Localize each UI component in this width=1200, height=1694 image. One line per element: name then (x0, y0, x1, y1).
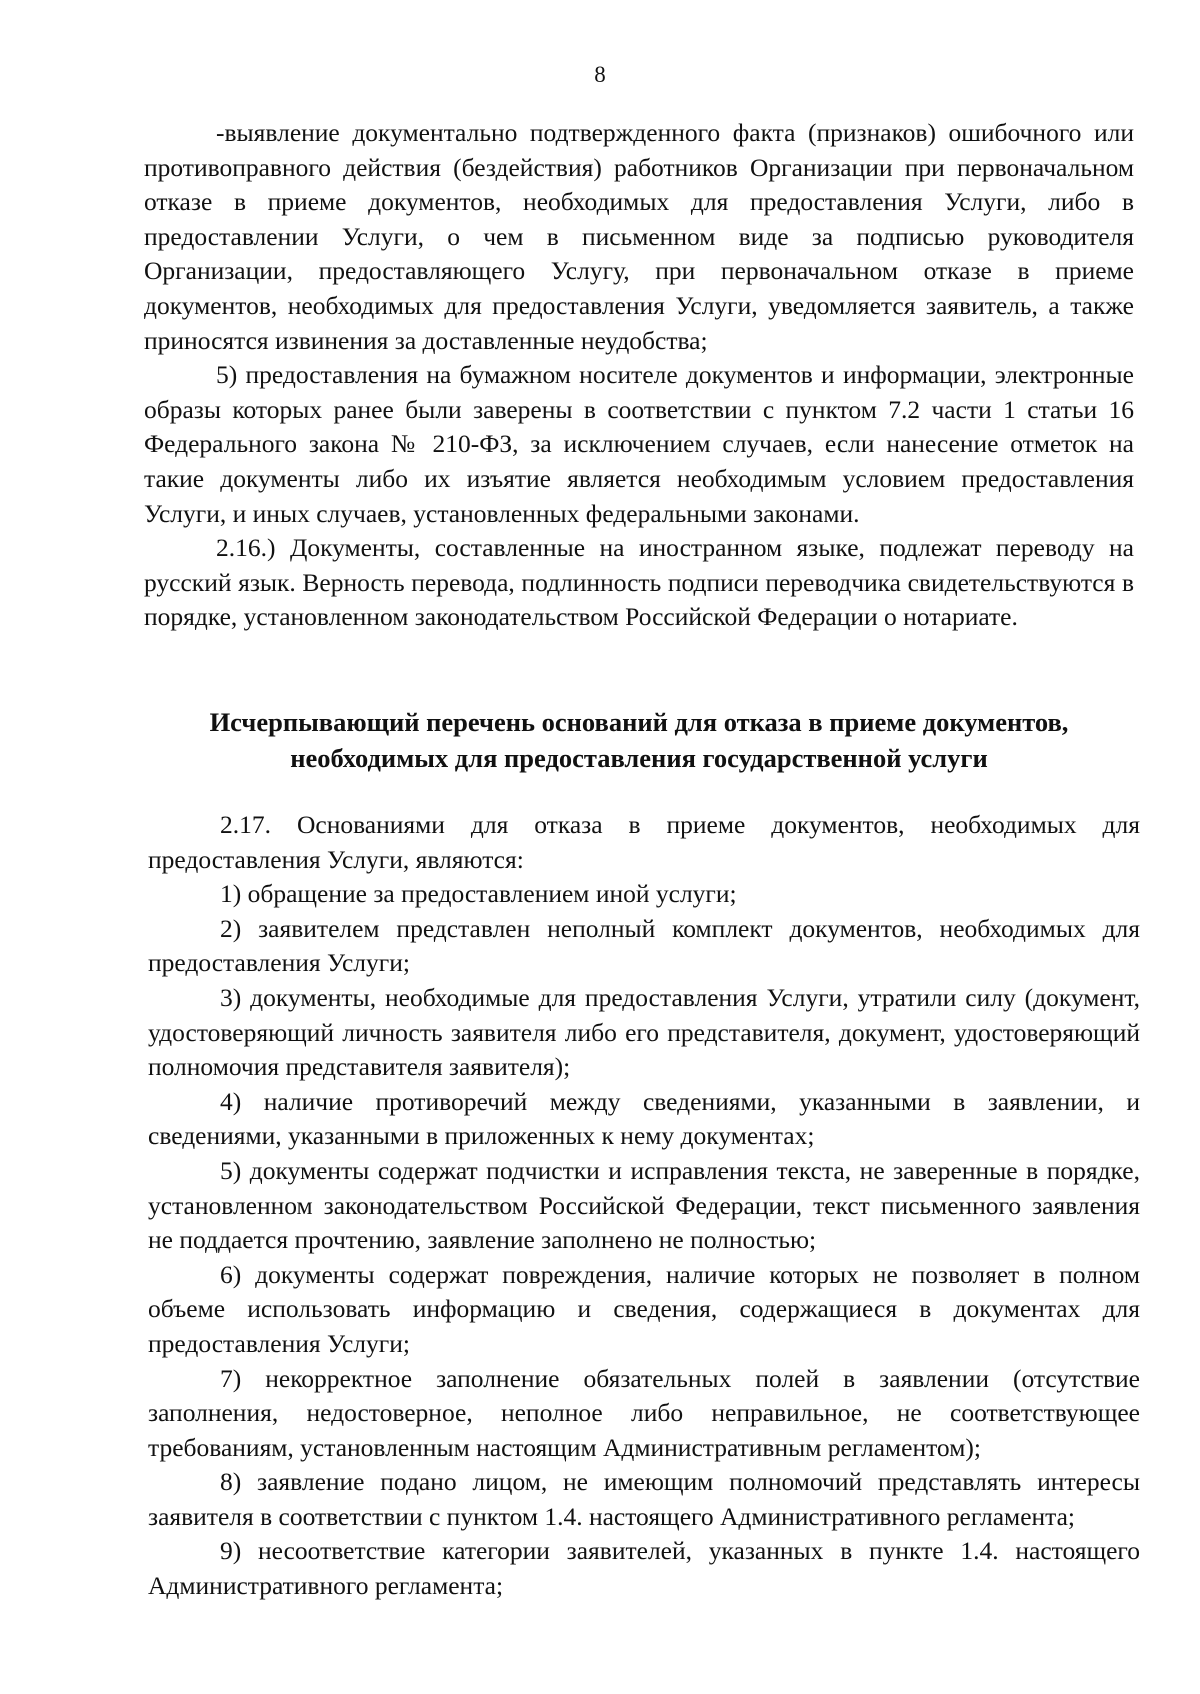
text-section-top (144, 116, 1134, 635)
section-heading-line-1: Исчерпывающий перечень оснований для отказа в приеме документов, (209, 707, 1069, 737)
section-heading-line-2: необходимых для предоставления государственной услуги (290, 743, 988, 773)
paragraph-2-16-translation: 2.16.) Документы, составленные на иностранном языке, подлежат переводу на русский язык. Верность перевода, подлинность подписи переводчика свидетельствуются в порядке, установленном законодательством Российской Федерации о нотариате. (144, 533, 1134, 632)
section-heading (144, 704, 1134, 776)
list-item-6: 6) документы содержат повреждения, наличие которых не позволяет в полном объеме использовать информацию и сведения, содержащиеся в документах для предоставления Услуги; (148, 1259, 1140, 1358)
paragraph-violation-fact: -выявление документально подтвержденного факта (признаков) ошибочного или противоправного действия (бездействия) работников Организации при первоначальном отказе в приеме документов, необходимых для предоставления Услуги, либо в предоставлении Услуги, о чем в письменном виде за подписью руководителя Организации, предоставляющего Услугу, при первоначальном отказе в приеме документов, необходимых для предоставления Услуги, уведомляется заявитель, а также приносятся извинения за доставленные неудобства; (144, 118, 1134, 355)
paragraph-item-5-paper-documents: 5) предоставления на бумажном носителе документов и информации, электронные образы которых ранее были заверены в соответствии с пунктом 7.2 части 1 статьи 16 Федерального закона № 210-ФЗ, за исключением случаев, если нанесение отметок на такие документы либо их изъятие является необходимым условием предоставления Услуги, и иных случаев, установленных федеральными законами. (144, 360, 1134, 528)
list-item-1: 1) обращение за предоставлением иной услуги; (220, 879, 737, 909)
text-section-bottom (148, 808, 1140, 1604)
page-number: 8 (594, 62, 606, 87)
list-item-5: 5) документы содержат подчистки и исправления текста, не заверенные в порядке, установленном законодательством Российской Федерации, текст письменного заявления не поддается прочтению, заявление заполнено не полностью; (148, 1155, 1140, 1255)
list-item-3: 3) документы, необходимые для предоставления Услуги, утратили силу (документ, удостоверяющий личность заявителя либо его представителя, документ, удостоверяющий полномочия представителя заявителя); (148, 982, 1140, 1082)
list-item-7: 7) некорректное заполнение обязательных полей в заявлении (отсутствие заполнения, недостоверное, неполное либо неправильное, не соответствующее требованиям, установленным настоящим Административным регламентом); (148, 1363, 1140, 1462)
list-item-2: 2) заявителем представлен неполный комплект документов, необходимых для предоставления Услуги; (148, 913, 1140, 978)
list-item-4: 4) наличие противоречий между сведениями, указанными в заявлении, и сведениями, указанными в приложенных к нему документах; (148, 1086, 1140, 1151)
paragraph-2-17-grounds: 2.17. Основаниями для отказа в приеме документов, необходимых для предоставления Услуги, являются: (148, 810, 1140, 874)
list-item-9: 9) несоответствие категории заявителей, указанных в пункте 1.4. настоящего Административного регламента; (148, 1536, 1140, 1601)
list-item-8: 8) заявление подано лицом, не имеющим полномочий представлять интересы заявителя в соответствии с пунктом 1.4. настоящего Административного регламента; (148, 1467, 1140, 1531)
